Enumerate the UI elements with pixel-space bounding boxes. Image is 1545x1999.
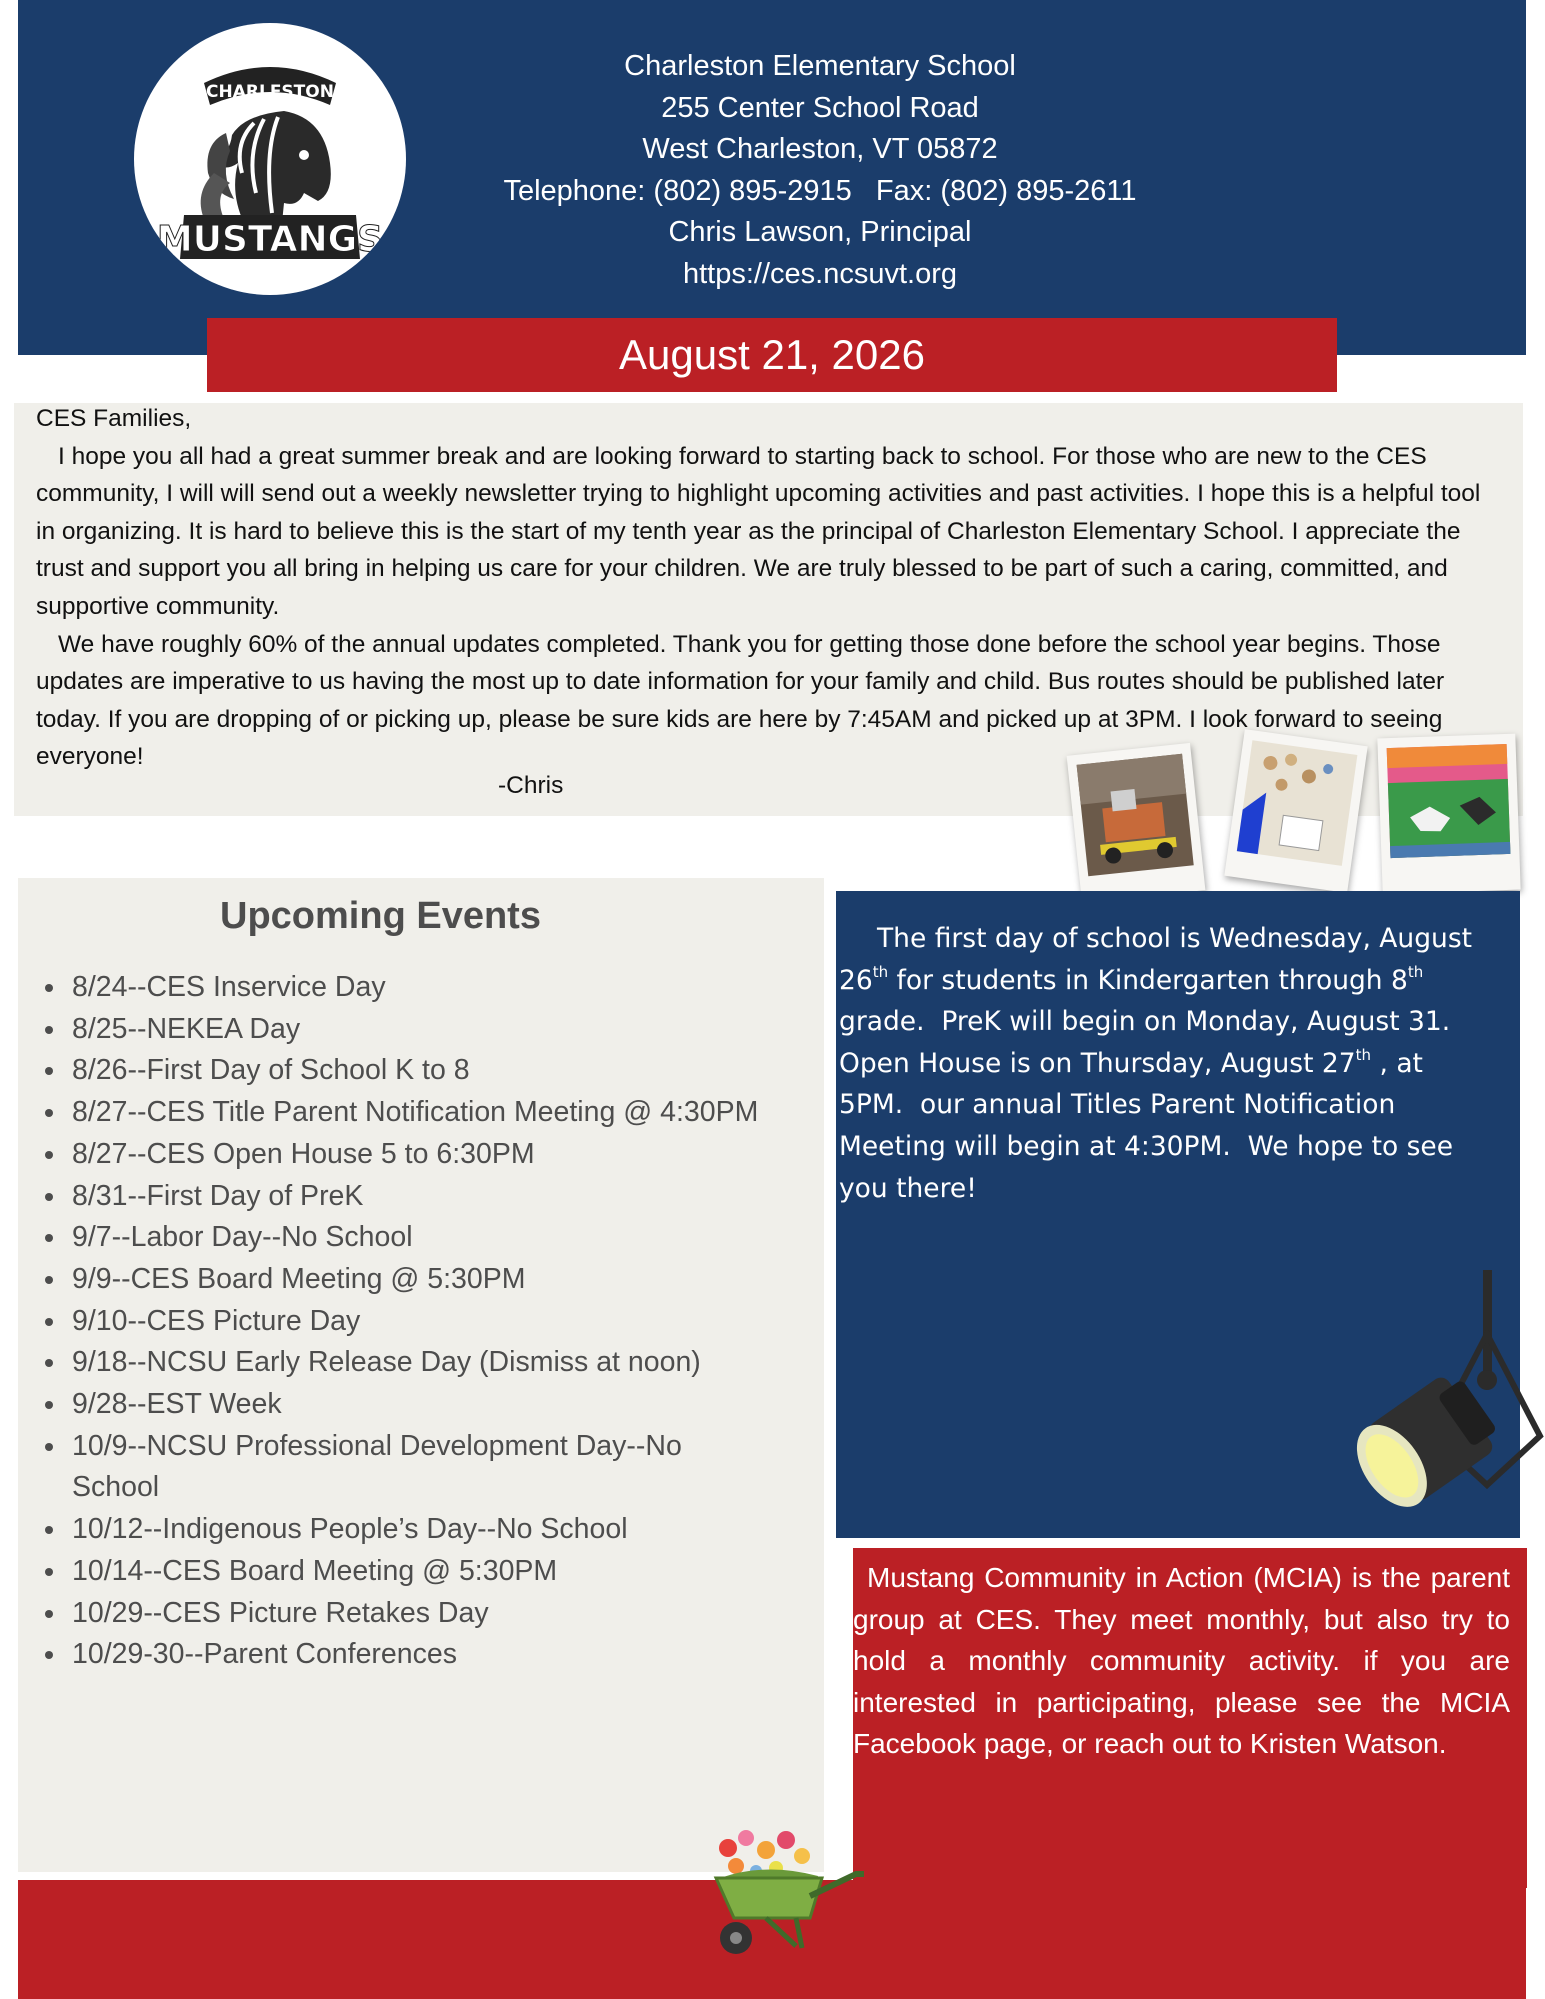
school-website-link[interactable]: https://ces.ncsuvt.org: [682, 257, 957, 290]
mcia-paragraph: Mustang Community in Action (MCIA) is the parent group at CES. They meet monthly, but also try to hold a monthly community activity. if you are interested in participating, please see the MCIA Facebook page, or reach out to Kristen Watson.: [853, 1562, 1510, 1760]
school-contact-block: [430, 46, 1210, 295]
event-item: • 8/31--First Day of PreK: [68, 1176, 828, 1218]
photo-robot-project: [1067, 743, 1206, 903]
first-day-line: 26th for students in Kindergarten through 8th: [839, 962, 1424, 996]
event-item: • 10/12--Indigenous People’s Day--No School: [68, 1509, 828, 1551]
first-day-line: Meeting will begin at 4:30PM. We hope to see: [839, 1130, 1454, 1162]
first-day-line: 5PM. our annual Titles Parent Notification: [839, 1089, 1396, 1121]
event-item: • 8/25--NEKEA Day: [68, 1009, 828, 1051]
event-item: • 8/27--CES Title Parent Notification Meeting @ 4:30PM: [68, 1092, 828, 1134]
event-item: • 9/9--CES Board Meeting @ 5:30PM: [68, 1259, 828, 1301]
logo-top-text: CHARLESTON: [206, 82, 334, 102]
event-item: • 10/29-30--Parent Conferences: [68, 1634, 828, 1676]
event-item: • 10/29--CES Picture Retakes Day: [68, 1593, 828, 1635]
first-day-text: [839, 918, 1529, 1209]
photo-board-game: [1224, 729, 1367, 893]
upcoming-events-title: Upcoming Events: [220, 895, 541, 937]
upcoming-events-list: [28, 967, 828, 1676]
letter-paragraph-2: We have roughly 60% of the annual updates completed. Thank you for getting those done before the school year begins. Those updates are imperative to us having the most up to date information for your family and child. Bus routes should be published later today. If you are dropping of or picking up, please be sure kids are here by 7:45AM and picked up at 3PM. I look forward to seeing everyone!: [36, 630, 1445, 771]
mcia-text: [853, 1557, 1510, 1765]
logo-bottom-text: MUSTANGS: [156, 219, 384, 260]
letter-paragraph-1: I hope you all had a great summer break and are looking forward to starting back to school. For those who are new to the CES community, I will will send out a weekly newsletter trying to highlight upcoming activities and past activities. I hope this is a helpful tool in organizing. It is hard to believe this is the start of my tenth year as the principal of Charleston Elementary School. I appreciate the trust and support you all bring in helping us care for your children. We are truly blessed to be part of such a caring, committed, and supportive community.: [36, 442, 1481, 620]
event-item: • 9/18--NCSU Early Release Day (Dismiss at noon): [68, 1342, 828, 1384]
principal-letter: [36, 400, 1506, 776]
address-line-1: 255 Center School Road: [661, 91, 979, 124]
event-item: • 8/24--CES Inservice Day: [68, 967, 828, 1009]
address-line-2: West Charleston, VT 05872: [642, 133, 998, 165]
event-item: • 10/14--CES Board Meeting @ 5:30PM: [68, 1551, 828, 1593]
event-item: • 8/26--First Day of School K to 8: [68, 1050, 828, 1092]
school-logo: [134, 23, 406, 295]
photo-student-artwork: [1377, 734, 1520, 895]
spotlight-icon: [1330, 1270, 1545, 1540]
event-item: • 8/27--CES Open House 5 to 6:30PM: [68, 1134, 828, 1176]
letter-greeting: CES Families,: [36, 405, 192, 432]
first-day-line: grade. PreK will begin on Monday, August 31.: [839, 1006, 1451, 1038]
event-item: • 10/9--NCSU Professional Development Day--No School: [68, 1426, 762, 1509]
event-item: • 9/28--EST Week: [68, 1384, 828, 1426]
principal-name: Chris Lawson, Principal: [668, 216, 972, 248]
first-day-line: you there!: [839, 1172, 977, 1204]
letter-signature: -Chris: [498, 772, 564, 799]
first-day-line: Open House is on Thursday, August 27th , at: [839, 1045, 1423, 1079]
phone-fax: Telephone: (802) 895-2915 Fax: (802) 895-2611: [503, 174, 1137, 207]
date-banner: August 21, 2026: [207, 318, 1337, 392]
event-item: • 9/10--CES Picture Day: [68, 1301, 828, 1343]
flower-wheelbarrow-icon: [706, 1826, 876, 1961]
first-day-line: The first day of school is Wednesday, August: [877, 923, 1473, 954]
event-item: • 9/7--Labor Day--No School: [68, 1217, 828, 1259]
school-name: Charleston Elementary School: [624, 50, 1016, 82]
mustang-logo-icon: [134, 23, 406, 295]
